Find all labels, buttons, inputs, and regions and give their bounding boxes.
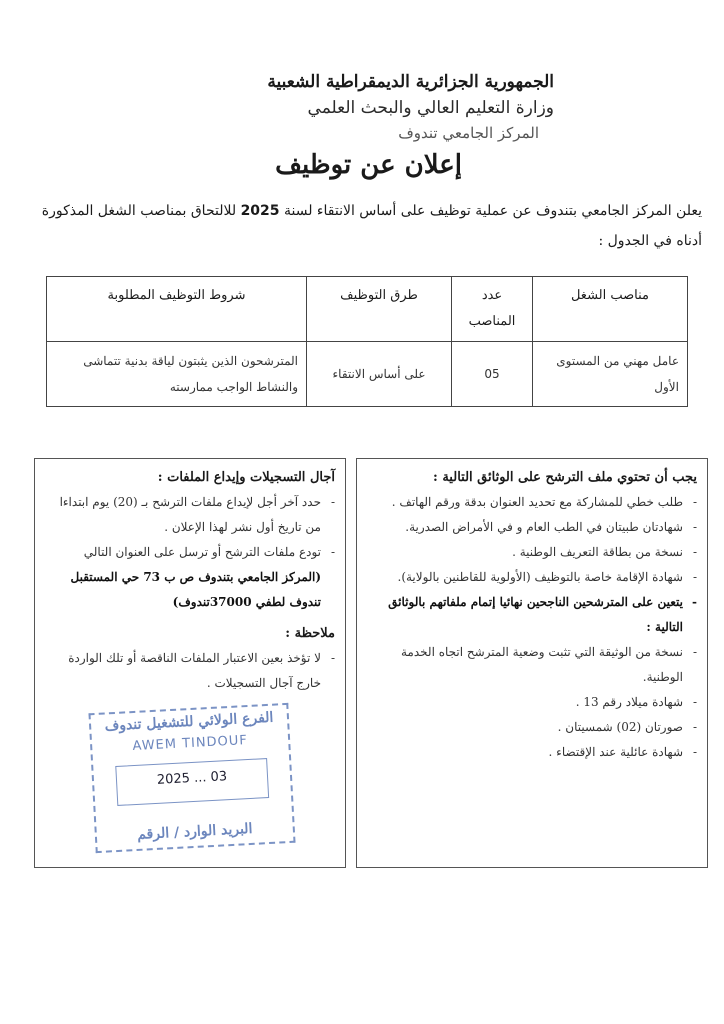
- stamp-mail-label: البريد الوارد / الرقم: [136, 820, 253, 843]
- table-header-row: [47, 277, 688, 342]
- list-item: - نسخة من الوثيقة التي تثبت وضعية المترشح اتجاه الخدمة الوطنية.: [365, 640, 697, 690]
- republic-title: الجمهورية الجزائرية الديمقراطية الشعبية: [267, 72, 554, 92]
- list-item: - تودع ملفات الترشح أو ترسل على العنوان التالي: [43, 540, 335, 565]
- ministry-title: وزارة التعليم العالي والبحث العلمي: [307, 98, 554, 118]
- list-item: - حدد آخر أجل لإيداع ملفات الترشح بـ (20) يوم ابتداءا من تاريخ أول نشر لهذا الإعلان .: [43, 490, 335, 540]
- list-item: - لا تؤخذ بعين الاعتبار الملفات الناقصة أو تلك الواردة خارج آجال التسجيلات .: [43, 646, 335, 696]
- list-item: - صورتان (02) شمسيتان .: [365, 715, 697, 740]
- intro-text-after: للالتحاق بمناصب الشغل المذكورة أدناه في الجدول :: [41, 203, 702, 249]
- list-item: - شهادة عائلية عند الإقتضاء .: [365, 740, 697, 765]
- deadlines-heading: آجال التسجيلات وإيداع الملفات :: [157, 470, 335, 485]
- stamp-agency: الفرع الولائي للتشغيل تندوف: [104, 709, 274, 735]
- announcement-title: إعلان عن توظيف: [275, 150, 462, 180]
- intro-year: 2025: [240, 203, 280, 219]
- list-item: - شهادتان طبيتان في الطب العام و في الأمراض الصدرية.: [365, 515, 697, 540]
- documents-heading: يجب أن تحتوي ملف الترشح على الوثائق التالية :: [433, 470, 697, 485]
- documents-box: [356, 458, 708, 868]
- cell-method: على أساس الانتقاء: [307, 342, 452, 407]
- header-count: عدد المناصب: [452, 277, 533, 342]
- intro-text-before: يعلن المركز الجامعي بتندوف عن عملية توظيف على أساس الانتقاء لسنة: [283, 203, 702, 219]
- list-item: - شهادة الإقامة خاصة بالتوظيف (الأولوية للقاطنين بالولاية).: [365, 565, 697, 590]
- stamp-date-box: [115, 758, 269, 806]
- documents-list: [357, 490, 707, 765]
- table-row: [47, 342, 688, 407]
- cell-conditions: المترشحون الذين يثبتون لياقة بدنية تتماشى والنشاط الواجب ممارسته: [47, 342, 307, 407]
- successful-candidates-note: - يتعين على المترشحين الناجحين نهائيا إتمام ملفاتهم بالوثائق التالية :: [365, 590, 697, 640]
- note-list: [35, 646, 345, 696]
- intro-paragraph: [18, 196, 702, 256]
- jobs-table: [46, 276, 688, 407]
- list-item: - شهادة ميلاد رقم 13 .: [365, 690, 697, 715]
- stamp-code: AWEM TINDOUF: [132, 733, 249, 755]
- cell-count: 05: [452, 342, 533, 407]
- stamp-date: 2025 ... 03: [156, 769, 228, 788]
- note-heading: ملاحظة :: [285, 626, 335, 641]
- list-item: - طلب خطي للمشاركة مع تحديد العنوان بدقة ورقم الهاتف .: [365, 490, 697, 515]
- reception-stamp: [88, 703, 295, 853]
- header-method: طرق التوظيف: [307, 277, 452, 342]
- header-post: مناصب الشغل: [533, 277, 688, 342]
- address-text: (المركز الجامعي بتندوف ص ب 73 حي المستقبل تندوف لطفي 37000تندوف): [70, 570, 321, 609]
- cell-post: عامل مهني من المستوى الأول: [533, 342, 688, 407]
- deadlines-list: [35, 490, 345, 615]
- university-center-title: المركز الجامعي تندوف: [398, 124, 539, 142]
- header-conditions: شروط التوظيف المطلوبة: [47, 277, 307, 342]
- list-item: - نسخة من بطاقة التعريف الوطنية .: [365, 540, 697, 565]
